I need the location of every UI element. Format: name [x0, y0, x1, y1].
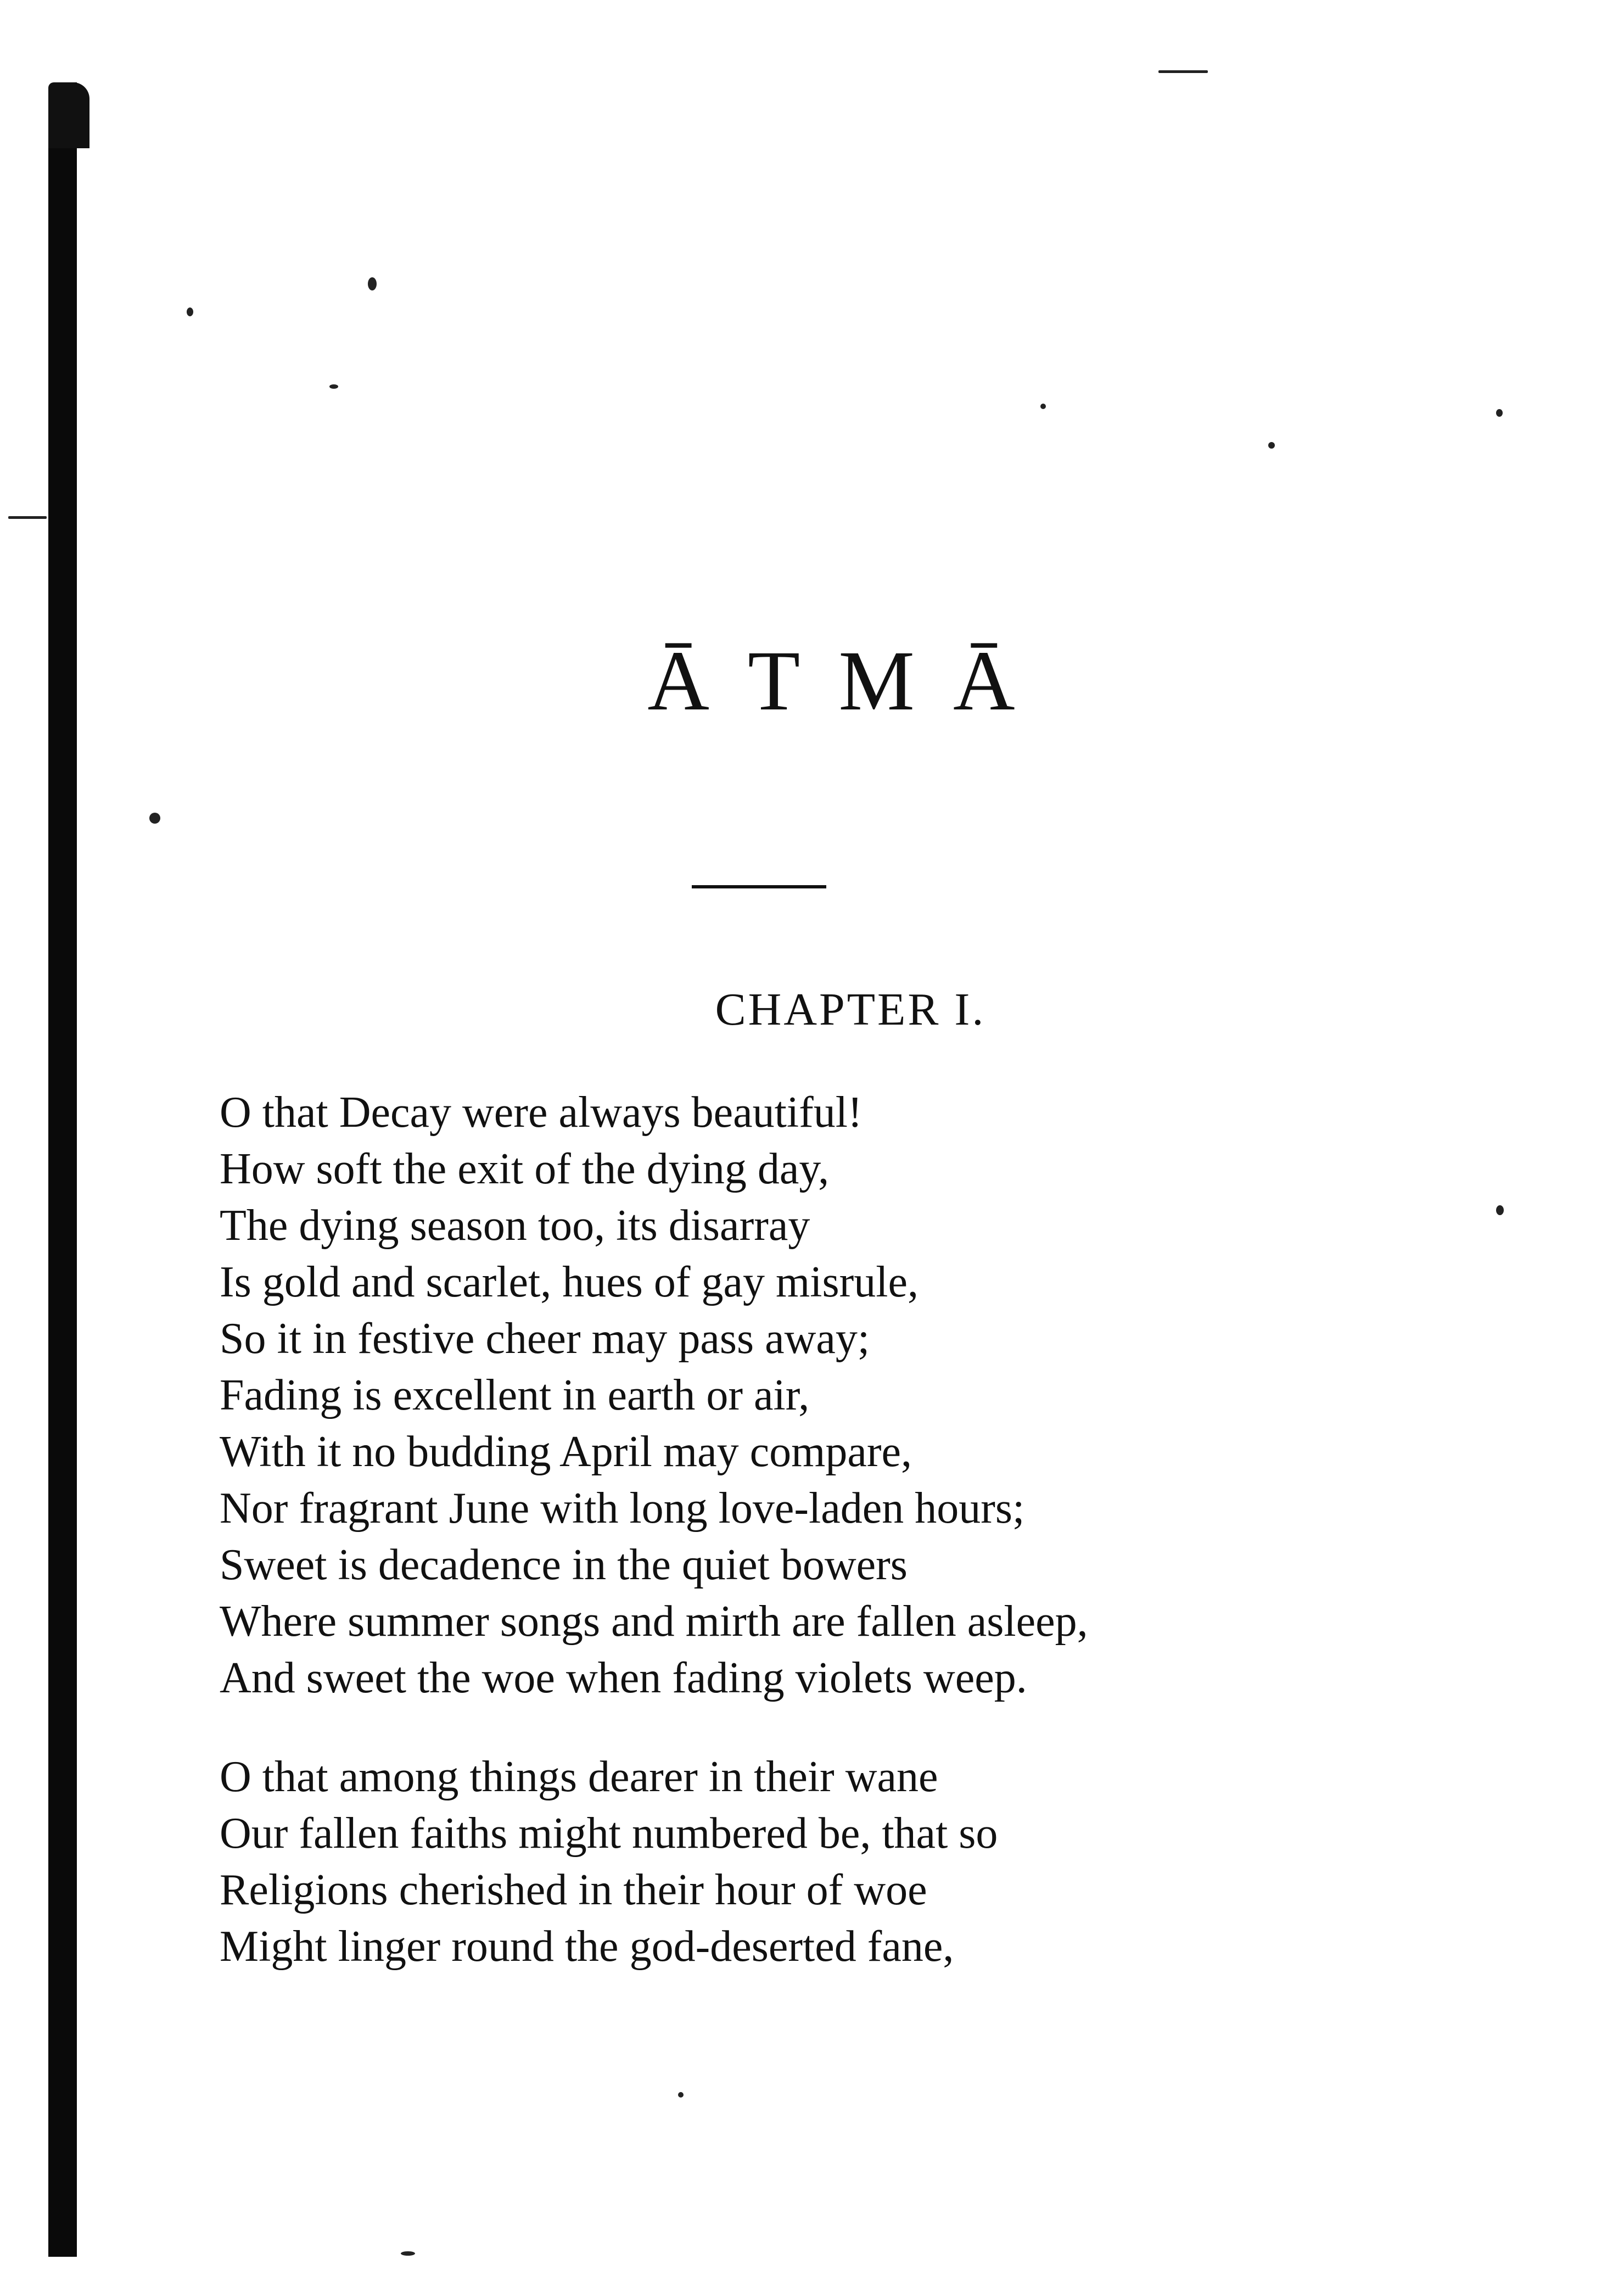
scan-speck — [149, 813, 160, 824]
poem-line: With it no budding April may compare, — [220, 1428, 912, 1476]
binding-shadow — [48, 82, 77, 2257]
scan-speck — [368, 277, 377, 290]
stanza-1 — [220, 1084, 1088, 1707]
poem-line: Where summer songs and mirth are fallen asleep, — [220, 1597, 1088, 1646]
poem-line: O that Decay were always beautiful! — [220, 1088, 863, 1137]
scan-speck — [678, 2092, 684, 2098]
scan-speck — [187, 307, 193, 316]
poem-line: Nor fragrant June with long love-laden hours; — [220, 1484, 1025, 1533]
scan-speck — [1496, 409, 1503, 417]
poem-line: The dying season too, its disarray — [220, 1201, 810, 1250]
poem-line: Religions cherished in their hour of woe — [220, 1866, 927, 1914]
poem-line: Sweet is decadence in the quiet bowers — [220, 1541, 908, 1589]
poem-line: So it in festive cheer may pass away; — [220, 1315, 870, 1363]
poem-line: Fading is excellent in earth or air, — [220, 1371, 810, 1419]
scan-speck — [401, 2251, 415, 2256]
scan-speck — [1496, 1205, 1504, 1215]
book-title: ĀTMĀ — [647, 633, 1054, 728]
poem-line: Is gold and scarlet, hues of gay misrule, — [220, 1258, 919, 1306]
scan-speck — [1268, 442, 1275, 449]
poem-line: O that among things dearer in their wane — [220, 1753, 938, 1801]
poem-line: How soft the exit of the dying day, — [220, 1145, 830, 1193]
poem-line: Our fallen faiths might numbered be, that so — [220, 1809, 998, 1858]
scan-speck — [1040, 404, 1046, 409]
binding-shadow-top — [48, 82, 89, 148]
scan-speck — [329, 384, 338, 389]
poem-line: And sweet the woe when fading violets weep. — [220, 1654, 1027, 1702]
title-divider — [692, 885, 826, 888]
scan-speck — [1158, 70, 1208, 73]
chapter-heading: CHAPTER I. — [715, 984, 986, 1035]
scan-speck — [8, 516, 47, 519]
poem-line: Might linger round the god-deserted fane, — [220, 1922, 954, 1971]
stanza-2 — [220, 1749, 998, 1975]
